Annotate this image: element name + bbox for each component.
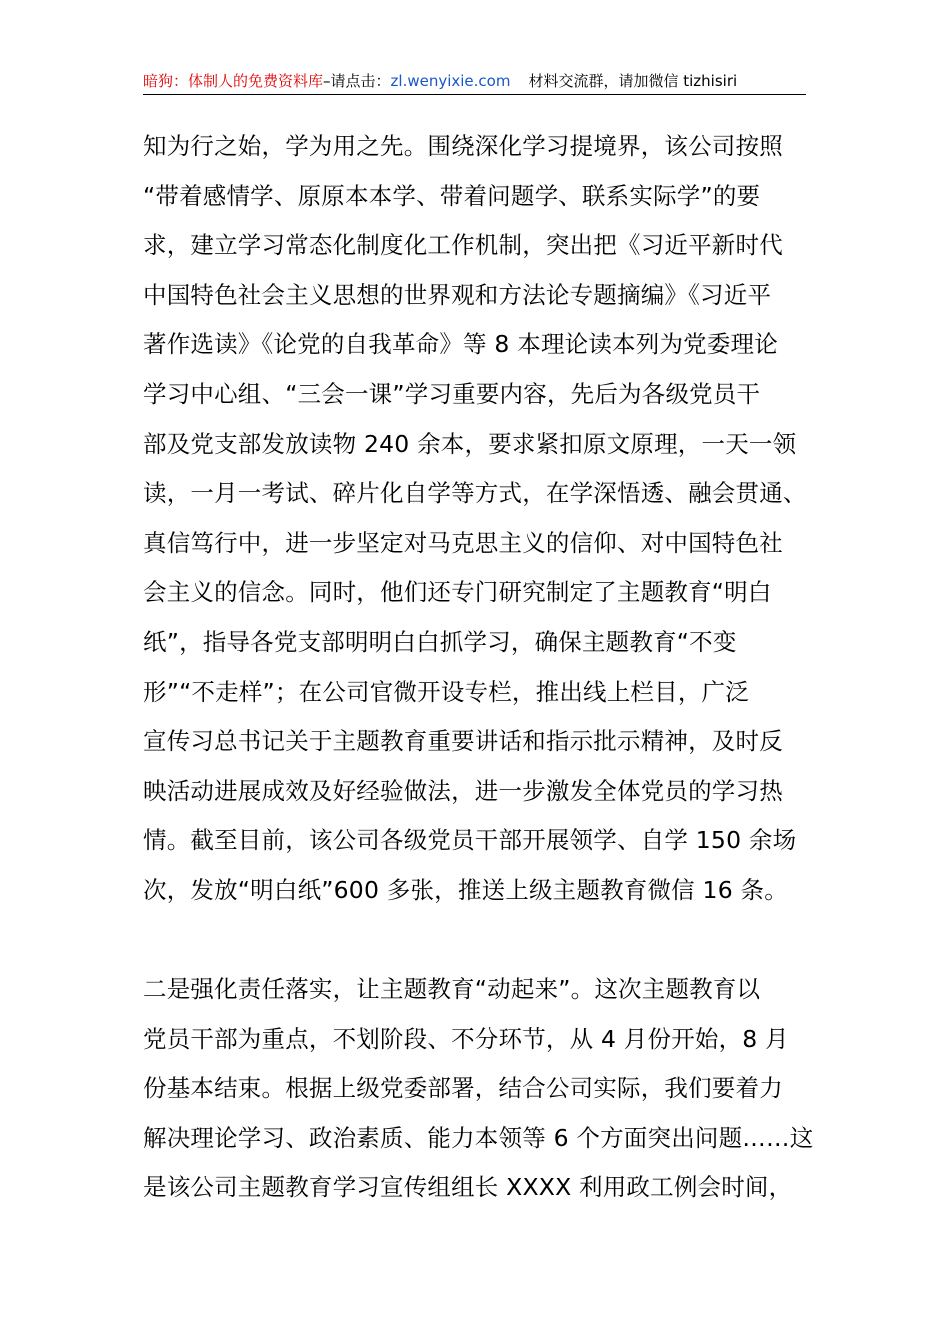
text-line: 二是强化责任落实，让主题教育“动起来”。这次主题教育以 <box>143 975 761 1004</box>
text-line: 情。截至目前，该公司各级党员干部开展领学、自学 150 余场 <box>143 826 797 855</box>
page-header <box>143 68 806 95</box>
text-line: 知为行之始，学为用之先。围绕深化学习提境界，该公司按照 <box>143 132 783 160</box>
text-line: 映活动进展成效及好经验做法，进一步激发全体党员的学习热 <box>143 776 783 805</box>
text-line: “带着感情学、原原本本学、带着问题学、联系实际学”的要 <box>143 181 761 210</box>
text-line: 会主义的信念。同时，他们还专门研究制定了主题教育“明白 <box>143 578 772 607</box>
header-link[interactable]: zl.wenyixie.com <box>390 72 511 90</box>
text-line: 读，一月一考试、碎片化自学等方式，在学深悟透、融会贯通、 <box>143 479 807 508</box>
paragraph-2 <box>143 965 814 1213</box>
text-line: 真信笃行中，进一步坚定对马克思主义的信仰、对中国特色社 <box>143 528 783 557</box>
document-body <box>143 122 814 1213</box>
text-line: 宣传习总书记关于主题教育重要讲话和指示批示精神，及时反 <box>143 727 783 756</box>
paragraph-spacer <box>143 916 807 966</box>
text-line: 党员干部为重点，不划阶段、不分环节，从 4 月份开始，8 月 <box>143 1024 789 1053</box>
header-group-info: 材料交流群，请加微信 tizhisiri <box>528 72 738 90</box>
text-line: 著作选读》《论党的自我革命》等 8 本理论读本列为党委理论 <box>143 330 778 359</box>
text-line: 解决理论学习、政治素质、能力本领等 6 个方面突出问题……这 <box>143 1123 814 1152</box>
text-line: 求，建立学习常态化制度化工作机制，突出把《习近平新时代 <box>143 231 783 260</box>
text-line: 份基本结束。根据上级党委部署，结合公司实际，我们要着力 <box>143 1074 783 1103</box>
text-line: 形”“不走样”；在公司官微开设专栏，推出线上栏目，广泛 <box>143 677 749 706</box>
paragraph-1 <box>143 122 807 916</box>
text-line: 次，发放“明白纸”600 多张，推送上级主题教育微信 16 条。 <box>143 875 788 904</box>
text-line: 学习中心组、“三会一课”学习重要内容，先后为各级党员干 <box>143 379 761 408</box>
text-line: 中国特色社会主义思想的世界观和方法论专题摘编》《习近平 <box>143 280 772 309</box>
header-brand: 暗狗：体制人的免费资料库 <box>143 72 324 90</box>
text-line: 部及党支部发放读物 240 余本，要求紧扣原文原理，一天一领 <box>143 429 797 458</box>
text-line: 纸”，指导各党支部明明白白抓学习，确保主题教育“不变 <box>143 627 737 656</box>
header-prompt: –请点击： <box>323 72 391 90</box>
text-line: 是该公司主题教育学习宣传组组长 XXXX 利用政工例会时间， <box>143 1173 793 1202</box>
